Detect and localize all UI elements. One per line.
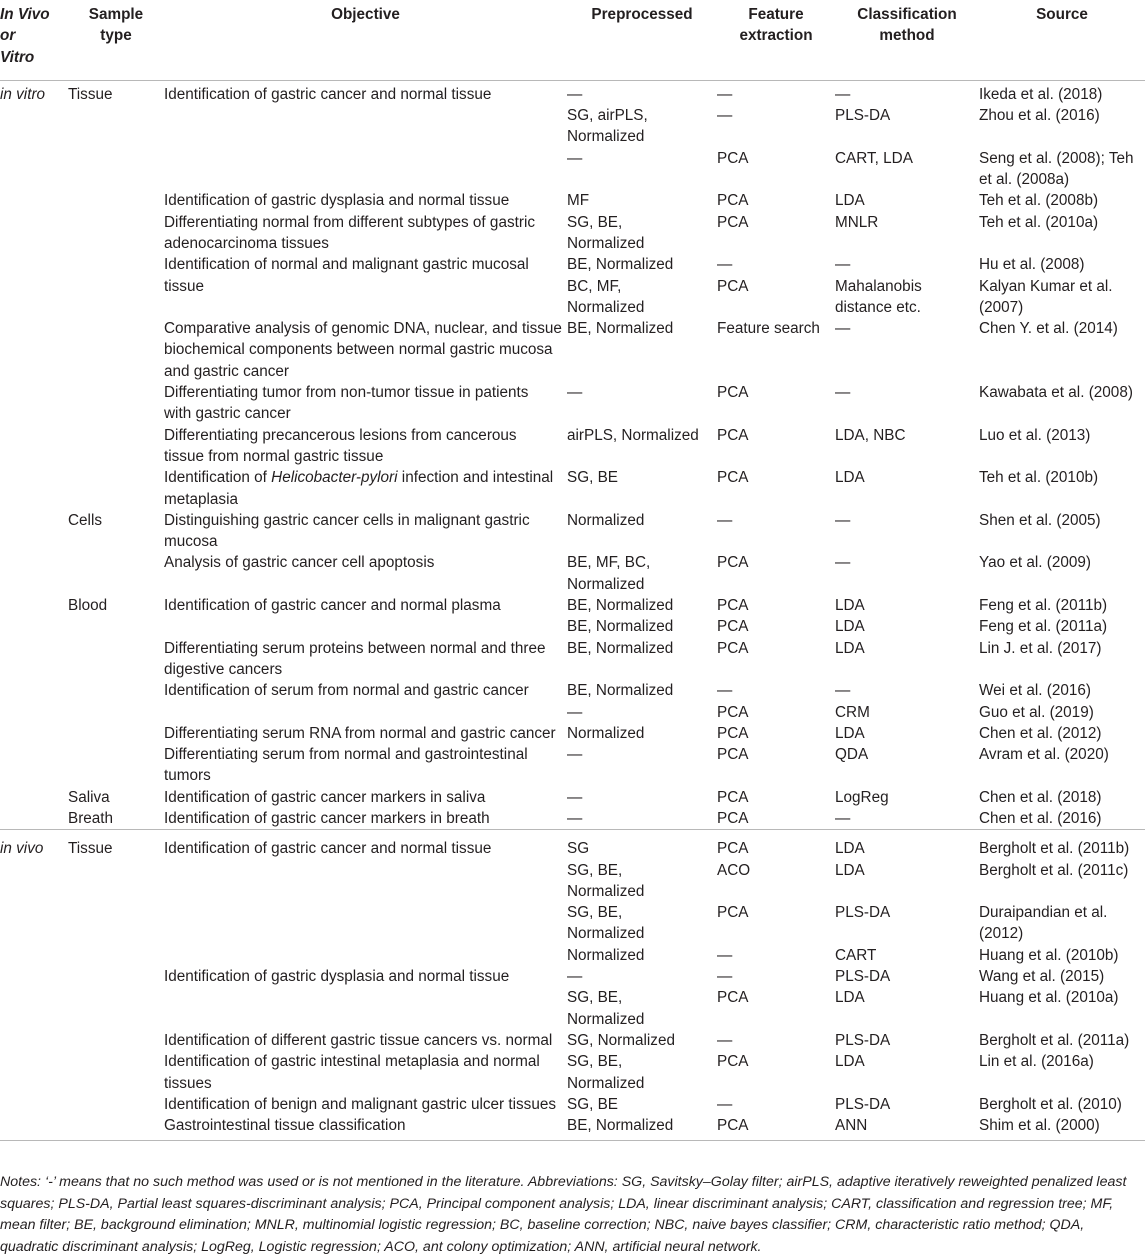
cell-source: Huang et al. (2010a) — [979, 989, 1119, 1007]
cell-preprocessed: — — [567, 384, 583, 402]
cell-objective — [164, 148, 567, 191]
cell-source: Kawabata et al. (2008) — [979, 384, 1133, 402]
cell-preprocessed: SG, BE, Normalized — [567, 1053, 645, 1092]
cell-preprocessed: Normalized — [567, 511, 645, 529]
cell-feature-extraction: PCA — [717, 840, 749, 858]
cell-invivo-vitro — [0, 638, 68, 681]
cell-feature-extraction: PCA — [717, 1053, 749, 1071]
cell-objective: Identification of Helicobacter-pylori infection and intestinal metaplasia — [164, 469, 554, 508]
cell-feature-extraction: PCA — [717, 469, 749, 487]
cell-invivo-vitro — [0, 902, 68, 945]
cell-invivo-vitro — [0, 595, 68, 616]
cell-feature-extraction: PCA — [717, 149, 749, 167]
cell-invivo-vitro — [0, 1115, 68, 1141]
cell-classification-method: LDA — [835, 840, 865, 858]
cell-objective: Differentiating serum from normal and gastrointestinal tumors — [164, 746, 528, 785]
cell-preprocessed: BE, Normalized — [567, 682, 674, 700]
cell-classification-method: — — [835, 256, 851, 274]
cell-objective: Differentiating tumor from non-tumor tissue in patients with gastric cancer — [164, 384, 529, 423]
cell-source: Bergholt et al. (2011b) — [979, 840, 1130, 858]
cell-preprocessed: BE, Normalized — [567, 597, 674, 615]
cell-sample-type — [68, 276, 164, 319]
header-preprocessed: Preprocessed — [591, 6, 693, 23]
cell-source: Avram et al. (2020) — [979, 746, 1109, 764]
cell-classification-method: CART, LDA — [835, 149, 913, 167]
cell-sample-type: Saliva — [68, 788, 110, 806]
cell-classification-method: PLS-DA — [835, 107, 891, 125]
cell-source: Chen Y. et al. (2014) — [979, 320, 1118, 338]
cell-objective: Identification of gastric cancer markers in saliva — [164, 788, 486, 806]
cell-feature-extraction: PCA — [717, 597, 749, 615]
header-sample-type: Sample type — [88, 6, 144, 45]
cell-invivo-vitro — [0, 1051, 68, 1094]
cell-source: Huang et al. (2010b) — [979, 946, 1119, 964]
cell-sample-type — [68, 105, 164, 148]
cell-sample-type — [68, 1051, 164, 1094]
cell-source: Bergholt et al. (2011c) — [979, 861, 1129, 879]
cell-sample-type: Tissue — [68, 85, 113, 103]
cell-sample-type — [68, 382, 164, 425]
cell-feature-extraction: PCA — [717, 788, 749, 806]
cell-source: Kalyan Kumar et al. (2007) — [979, 277, 1113, 316]
cell-objective: Identification of gastric cancer and normal tissue — [164, 840, 492, 858]
cell-source: Feng et al. (2011a) — [979, 618, 1108, 636]
cell-objective: Identification of normal and malignant gastric mucosal — [164, 256, 529, 274]
cell-preprocessed: — — [567, 746, 583, 764]
cell-sample-type — [68, 723, 164, 744]
cell-classification-method: LDA — [835, 618, 865, 636]
cell-objective: Distinguishing gastric cancer cells in malignant gastric mucosa — [164, 511, 530, 551]
cell-source: Seng et al. (2008); Teh et al. (2008a) — [979, 149, 1134, 189]
table-row — [0, 830, 1145, 860]
cell-sample-type — [68, 744, 164, 787]
cell-objective: Identification of gastric intestinal metaplasia and normal tissues — [164, 1053, 540, 1092]
cell-source: Teh et al. (2010a) — [979, 213, 1099, 231]
cell-source: Hu et al. (2008) — [979, 256, 1085, 274]
cell-preprocessed: SG — [567, 840, 590, 858]
cell-feature-extraction: — — [717, 1095, 733, 1113]
cell-objective — [164, 860, 567, 903]
cell-sample-type — [68, 966, 164, 987]
cell-objective: Identification of gastric cancer markers in breath — [164, 809, 490, 827]
cell-sample-type — [68, 318, 164, 382]
cell-invivo-vitro — [0, 945, 68, 966]
cell-invivo-vitro — [0, 425, 68, 468]
table-row — [0, 987, 1145, 1030]
cell-invivo-vitro — [0, 860, 68, 903]
cell-feature-extraction: — — [717, 1031, 733, 1049]
cell-preprocessed: Normalized — [567, 724, 645, 742]
cell-preprocessed: SG, BE — [567, 1095, 619, 1113]
table-row — [0, 966, 1145, 987]
cell-invivo-vitro — [0, 1094, 68, 1115]
cell-source: Ikeda et al. (2018) — [979, 85, 1103, 103]
cell-sample-type — [68, 945, 164, 966]
table-row — [0, 638, 1145, 681]
cell-preprocessed: BE, Normalized — [567, 256, 674, 274]
cell-preprocessed: BE, Normalized — [567, 639, 674, 657]
cell-classification-method: LDA — [835, 724, 865, 742]
cell-sample-type — [68, 987, 164, 1030]
cell-feature-extraction: — — [717, 946, 733, 964]
cell-classification-method: — — [835, 384, 851, 402]
cell-preprocessed: SG, BE, Normalized — [567, 904, 645, 943]
cell-classification-method: LDA — [835, 1053, 865, 1071]
cell-classification-method: PLS-DA — [835, 904, 891, 922]
table-row — [0, 680, 1145, 701]
cell-sample-type — [68, 254, 164, 275]
cell-invivo-vitro — [0, 966, 68, 987]
cell-classification-method: — — [835, 320, 851, 338]
cell-objective — [164, 902, 567, 945]
cell-source: Lin J. et al. (2017) — [979, 639, 1102, 657]
cell-feature-extraction: PCA — [717, 724, 749, 742]
cell-invivo-vitro — [0, 552, 68, 595]
table-row — [0, 80, 1145, 105]
cell-feature-extraction: PCA — [717, 809, 749, 827]
cell-invivo-vitro — [0, 254, 68, 275]
cell-invivo-vitro — [0, 1030, 68, 1051]
cell-classification-method: LDA — [835, 597, 865, 615]
cell-preprocessed: BE, MF, BC, Normalized — [567, 554, 651, 593]
cell-objective: tissue — [164, 277, 204, 295]
cell-source: Shen et al. (2005) — [979, 511, 1101, 529]
cell-preprocessed: — — [567, 968, 583, 986]
cell-objective: Identification of gastric dysplasia and normal tissue — [164, 192, 510, 210]
cell-sample-type: Breath — [68, 809, 114, 827]
cell-classification-method: LDA — [835, 989, 865, 1007]
raman-studies-table — [0, 4, 1145, 1141]
cell-invivo-vitro — [0, 787, 68, 808]
cell-objective: Identification of gastric cancer and normal plasma — [164, 597, 501, 615]
cell-source: Feng et al. (2011b) — [979, 597, 1108, 615]
cell-classification-method: LDA — [835, 192, 865, 210]
cell-preprocessed: BC, MF, Normalized — [567, 277, 645, 316]
cell-preprocessed: BE, Normalized — [567, 1117, 674, 1135]
cell-feature-extraction: — — [717, 968, 733, 986]
cell-sample-type — [68, 1094, 164, 1115]
cell-source: Duraipandian et al. (2012) — [979, 904, 1108, 943]
cell-feature-extraction: PCA — [717, 703, 749, 721]
cell-preprocessed: Normalized — [567, 946, 645, 964]
cell-objective: Identification of different gastric tissue cancers vs. normal — [164, 1031, 553, 1049]
cell-feature-extraction: PCA — [717, 384, 749, 402]
cell-feature-extraction: PCA — [717, 989, 749, 1007]
cell-preprocessed: BE, Normalized — [567, 320, 674, 338]
cell-preprocessed: BE, Normalized — [567, 618, 674, 636]
table-row — [0, 902, 1145, 945]
cell-sample-type — [68, 467, 164, 510]
cell-classification-method: LogReg — [835, 788, 889, 806]
cell-feature-extraction: ACO — [717, 861, 751, 879]
cell-objective — [164, 616, 567, 637]
cell-objective: Analysis of gastric cancer cell apoptosis — [164, 554, 435, 572]
cell-invivo-vitro — [0, 190, 68, 211]
species-name: Helicobacter-pylori — [271, 469, 398, 487]
cell-sample-type — [68, 680, 164, 701]
table-row — [0, 744, 1145, 787]
table-row — [0, 190, 1145, 211]
cell-objective — [164, 105, 567, 148]
cell-preprocessed: airPLS, Normalized — [567, 426, 699, 444]
table-row — [0, 212, 1145, 255]
cell-feature-extraction: PCA — [717, 1117, 749, 1135]
cell-source: Teh et al. (2008b) — [979, 192, 1099, 210]
cell-invivo-vitro — [0, 680, 68, 701]
cell-objective: Identification of gastric dysplasia and normal tissue — [164, 968, 510, 986]
table-row — [0, 595, 1145, 616]
cell-feature-extraction: — — [717, 85, 733, 103]
cell-classification-method: PLS-DA — [835, 1031, 891, 1049]
cell-classification-method: QDA — [835, 746, 869, 764]
cell-invivo-vitro — [0, 467, 68, 510]
cell-classification-method: LDA, NBC — [835, 426, 906, 444]
cell-feature-extraction: PCA — [717, 746, 749, 764]
cell-preprocessed: SG, BE — [567, 469, 619, 487]
cell-classification-method: — — [835, 682, 851, 700]
cell-preprocessed: MF — [567, 192, 590, 210]
table-row — [0, 105, 1145, 148]
table-row — [0, 148, 1145, 191]
cell-sample-type — [68, 702, 164, 723]
cell-invivo-vitro — [0, 382, 68, 425]
header-objective: Objective — [331, 6, 400, 23]
cell-sample-type — [68, 1115, 164, 1141]
cell-source: Bergholt et al. (2010) — [979, 1095, 1122, 1113]
cell-sample-type — [68, 425, 164, 468]
header-invivo-vitro: In Vivo or Vitro — [0, 6, 50, 66]
cell-preprocessed: — — [567, 703, 583, 721]
cell-invivo-vitro — [0, 510, 68, 553]
cell-sample-type — [68, 902, 164, 945]
cell-invivo-vitro — [0, 318, 68, 382]
cell-objective: Identification of gastric cancer and normal tissue — [164, 85, 492, 103]
table-row — [0, 1051, 1145, 1094]
cell-objective: Identification of serum from normal and gastric cancer — [164, 682, 529, 700]
cell-invivo-vitro: in vitro — [0, 85, 46, 103]
cell-source: Chen et al. (2012) — [979, 724, 1102, 742]
cell-source: Chen et al. (2016) — [979, 809, 1102, 827]
header-source: Source — [1036, 6, 1088, 23]
cell-classification-method: ANN — [835, 1117, 868, 1135]
cell-sample-type — [68, 190, 164, 211]
cell-invivo-vitro — [0, 744, 68, 787]
cell-feature-extraction: — — [717, 682, 733, 700]
table-row — [0, 382, 1145, 425]
cell-classification-method: MNLR — [835, 213, 879, 231]
table-row — [0, 702, 1145, 723]
table-row — [0, 808, 1145, 830]
cell-objective: Differentiating serum proteins between normal and three digestive cancers — [164, 639, 546, 678]
cell-invivo-vitro — [0, 702, 68, 723]
cell-invivo-vitro — [0, 808, 68, 830]
cell-source: Wang et al. (2015) — [979, 968, 1105, 986]
cell-objective: Differentiating serum RNA from normal and gastric cancer — [164, 724, 556, 742]
cell-sample-type — [68, 148, 164, 191]
cell-invivo-vitro — [0, 723, 68, 744]
cell-feature-extraction: PCA — [717, 277, 749, 295]
table-body — [0, 80, 1145, 1141]
cell-classification-method: — — [835, 511, 851, 529]
table-row — [0, 723, 1145, 744]
table-notes: Notes: ‘-’ means that no such method was used or is not mentioned in the literature. Abbreviations: SG, Savitsky–Golay filter; airPLS, adaptive iteratively reweighted penalized least squares; PLS-DA, Partial least squares-discriminant analysis; PCA, Principal component analysis; LDA, linear discriminant analysis; CART, classification and regression tree; MF, mean filter; BE, background elimination; MNLR, multinomial logistic regression; BC, baseline correction; NBC, naive bayes classifier; CRM, characteristic ratio method; QDA, quadratic discriminant analysis; LogReg, Logistic regression; ACO, ant colony optimization; ANN, artificial neural network. — [0, 1174, 1127, 1255]
cell-invivo-vitro — [0, 148, 68, 191]
cell-classification-method: Mahalanobis distance etc. — [835, 277, 922, 316]
table-row — [0, 276, 1145, 319]
cell-classification-method: PLS-DA — [835, 968, 891, 986]
cell-source: Teh et al. (2010b) — [979, 469, 1099, 487]
table-row — [0, 945, 1145, 966]
cell-feature-extraction: PCA — [717, 639, 749, 657]
cell-objective: Differentiating normal from different subtypes of gastric adenocarcinoma tissues — [164, 213, 535, 252]
cell-feature-extraction: Feature search — [717, 320, 820, 338]
header-classification-method: Classification method — [857, 6, 957, 45]
cell-preprocessed: — — [567, 788, 583, 806]
table-row — [0, 318, 1145, 382]
table-row — [0, 616, 1145, 637]
cell-feature-extraction: PCA — [717, 426, 749, 444]
cell-invivo-vitro — [0, 616, 68, 637]
cell-feature-extraction: PCA — [717, 192, 749, 210]
cell-objective — [164, 987, 567, 1030]
cell-invivo-vitro: in vivo — [0, 840, 44, 858]
cell-sample-type — [68, 860, 164, 903]
cell-objective — [164, 945, 567, 966]
cell-source: Guo et al. (2019) — [979, 703, 1094, 721]
cell-objective: Identification of benign and malignant gastric ulcer tissues — [164, 1095, 556, 1113]
cell-invivo-vitro — [0, 105, 68, 148]
cell-classification-method: — — [835, 554, 851, 572]
cell-feature-extraction: PCA — [717, 618, 749, 636]
cell-sample-type — [68, 616, 164, 637]
cell-classification-method: PLS-DA — [835, 1095, 891, 1113]
cell-sample-type — [68, 638, 164, 681]
cell-invivo-vitro — [0, 212, 68, 255]
cell-preprocessed: SG, Normalized — [567, 1031, 675, 1049]
cell-objective: Differentiating precancerous lesions from cancerous tissue from normal gastric tissue — [164, 426, 517, 465]
cell-source: Chen et al. (2018) — [979, 788, 1102, 806]
header-feature-extraction: Feature extraction — [739, 6, 813, 45]
cell-classification-method: CRM — [835, 703, 870, 721]
table-row — [0, 1115, 1145, 1141]
table-row — [0, 860, 1145, 903]
cell-classification-method: LDA — [835, 639, 865, 657]
cell-preprocessed: — — [567, 809, 583, 827]
cell-feature-extraction: — — [717, 511, 733, 529]
cell-classification-method: — — [835, 809, 851, 827]
cell-classification-method: CART — [835, 946, 877, 964]
cell-source: Bergholt et al. (2011a) — [979, 1031, 1130, 1049]
cell-sample-type: Cells — [68, 511, 102, 529]
table-row — [0, 552, 1145, 595]
cell-feature-extraction: — — [717, 107, 733, 125]
cell-feature-extraction: PCA — [717, 554, 749, 572]
cell-preprocessed: SG, airPLS, Normalized — [567, 107, 648, 146]
cell-sample-type: Tissue — [68, 840, 113, 858]
cell-classification-method: — — [835, 85, 851, 103]
table-row — [0, 510, 1145, 553]
table-row — [0, 467, 1145, 510]
cell-source: Wei et al. (2016) — [979, 682, 1091, 700]
cell-preprocessed: — — [567, 85, 583, 103]
table-row — [0, 254, 1145, 275]
cell-feature-extraction: PCA — [717, 213, 749, 231]
table-row — [0, 1094, 1145, 1115]
cell-source: Yao et al. (2009) — [979, 554, 1091, 572]
cell-preprocessed: — — [567, 149, 583, 167]
header-row — [0, 4, 1145, 80]
cell-classification-method: LDA — [835, 469, 865, 487]
cell-objective: Gastrointestinal tissue classification — [164, 1117, 406, 1135]
cell-preprocessed: SG, BE, Normalized — [567, 989, 645, 1028]
cell-preprocessed: SG, BE, Normalized — [567, 213, 645, 252]
cell-source: Lin et al. (2016a) — [979, 1053, 1094, 1071]
cell-source: Luo et al. (2013) — [979, 426, 1091, 444]
cell-preprocessed: SG, BE, Normalized — [567, 861, 645, 900]
cell-source: Shim et al. (2000) — [979, 1117, 1100, 1135]
table-row — [0, 787, 1145, 808]
cell-objective: Comparative analysis of genomic DNA, nuclear, and tissue biochemical components between normal gastric mucosa and gastric cancer — [164, 320, 562, 380]
cell-objective — [164, 702, 567, 723]
cell-source: Zhou et al. (2016) — [979, 107, 1100, 125]
table-row — [0, 425, 1145, 468]
cell-feature-extraction: PCA — [717, 904, 749, 922]
cell-invivo-vitro — [0, 987, 68, 1030]
cell-invivo-vitro — [0, 276, 68, 319]
table-row — [0, 1030, 1145, 1051]
cell-feature-extraction: — — [717, 256, 733, 274]
cell-sample-type: Blood — [68, 597, 108, 615]
cell-sample-type — [68, 212, 164, 255]
cell-sample-type — [68, 552, 164, 595]
cell-classification-method: LDA — [835, 861, 865, 879]
cell-sample-type — [68, 1030, 164, 1051]
